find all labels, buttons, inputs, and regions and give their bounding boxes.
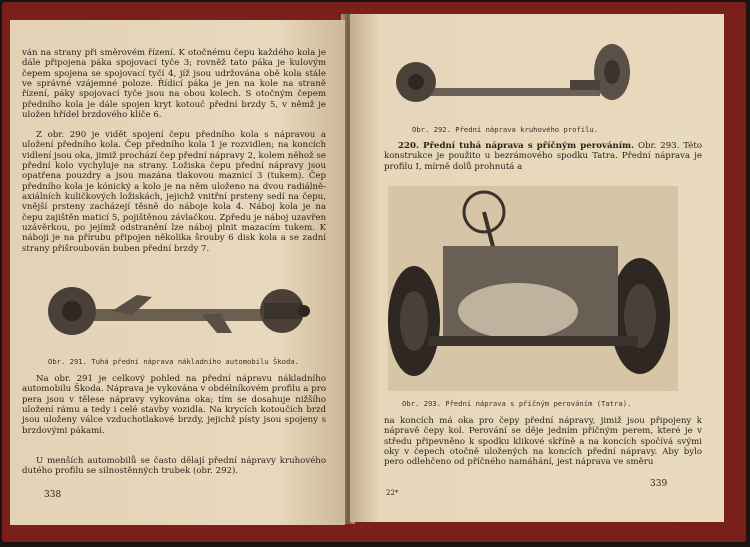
figure-291-axle-photo xyxy=(42,275,312,353)
page-number-left: 338 xyxy=(44,490,62,500)
signature-mark: 22* xyxy=(386,489,399,497)
paragraph-2: Z obr. 290 je vidět spojení čepu předního kola s nápravou a uložení předního kola. Čep předního kola 1 je rozvidlen; na koncích vidlení jsou oka, jimiž prochází čep přední nápravy 2, kolem něhož se přední kolo vychyluje na strany. Ložiska čepu přední nápravy jsou opatřena pouzdry a jsou mazána tlakovou maznicí 3 (tukem). Čep předního kola je kónický a kolo je na něm uloženo na dvou radiálně-axiálních kuličkových ložiskách, jejichž vnitřní prsteny sedí na čepu, vnější prsteny zacházejí těsně do náboje kola 4. Náboj kola je na čepu zajištěn maticí 5, pojištěnou závlačkou. Zpředu je náboj uzavřen uzávěrkou, po jejímž odstranění lze náboj plnit mazacím tukem. K náboji je na přírubu připojen několika šrouby 6 disk kola a se zadní strany přišroubován buben přední brzdy 7. xyxy=(22,130,326,254)
section-220-intro xyxy=(384,141,702,172)
paragraph-3: Na obr. 291 je celkový pohled na přední nápravu nákladního automobilu Škoda. Náprava je vykována v obdélníkovém profilu a pro pera jsou v tělese nápravy vykována oka; tím se dosahuje nižšího uložení rámu a tedy i celé stavby vozidla. Na krycích kotoučích brzd jsou uloženy válce vzduchotlakové brzdy, jejichž písty jsou spojeny s brzdovými pákami. xyxy=(22,374,326,436)
right-page xyxy=(350,14,724,522)
figure-292-caption: Obr. 292. Přední náprava kruhového profilu. xyxy=(412,125,599,134)
paragraph-1: ván na strany při směrovém řízení. K otočnému čepu každého kola je dále připojena páka spojovací tyče 3; rovněž tato páka je kulovým čepem spojena se spojovací tyčí 4, jíž jsou udržována obě kola stále ve správné vzájemné poloze. Řídicí páka je jen na kole na straně řízení, páky spojovací tyče jsou na obou kolech. S otočným čepem předního kola je dále spojen kryt kotouč přední brzdy 5, v němž je uložen hřídel brzdového klíče 6. xyxy=(22,48,326,121)
section-220-heading: 220. Přední tuhá náprava s příčným perováním. xyxy=(398,141,635,151)
paragraph-bottom: na koncích má oka pro čepy přední nápravy, jimiž jsou připojeny k nápravě čepy kol. Perování se děje jedním příčným perem, které je v středu připevněno k spodku klikové skříně a na koncích spočívá svými oky v čepech otočně uložených na koncích přední nápravy. Aby bylo pero odlehčeno od příčného namáhání, jest náprava ve směru xyxy=(384,416,702,468)
section-220-text: Obr. 293. Této konstrukce je použito u bezrámového spodku Tatra. Přední náprava je profilu I, mírně dolů prohnutá a xyxy=(384,141,702,172)
figure-292-axle-photo xyxy=(390,36,640,112)
figure-293-tatra-photo xyxy=(388,186,678,391)
figure-293-caption: Obr. 293. Přední náprava s příčným perováním (Tatra). xyxy=(402,399,632,408)
page-number-right: 339 xyxy=(650,479,668,489)
figure-291-caption: Obr. 291. Tuhá přední náprava nákladního automobilu Škoda. xyxy=(48,357,299,366)
left-page xyxy=(10,20,345,525)
paragraph-4: U menších automobilů se často dělají přední nápravy kruhového dutého profilu se silnostěnných trubek (obr. 292). xyxy=(22,456,326,477)
